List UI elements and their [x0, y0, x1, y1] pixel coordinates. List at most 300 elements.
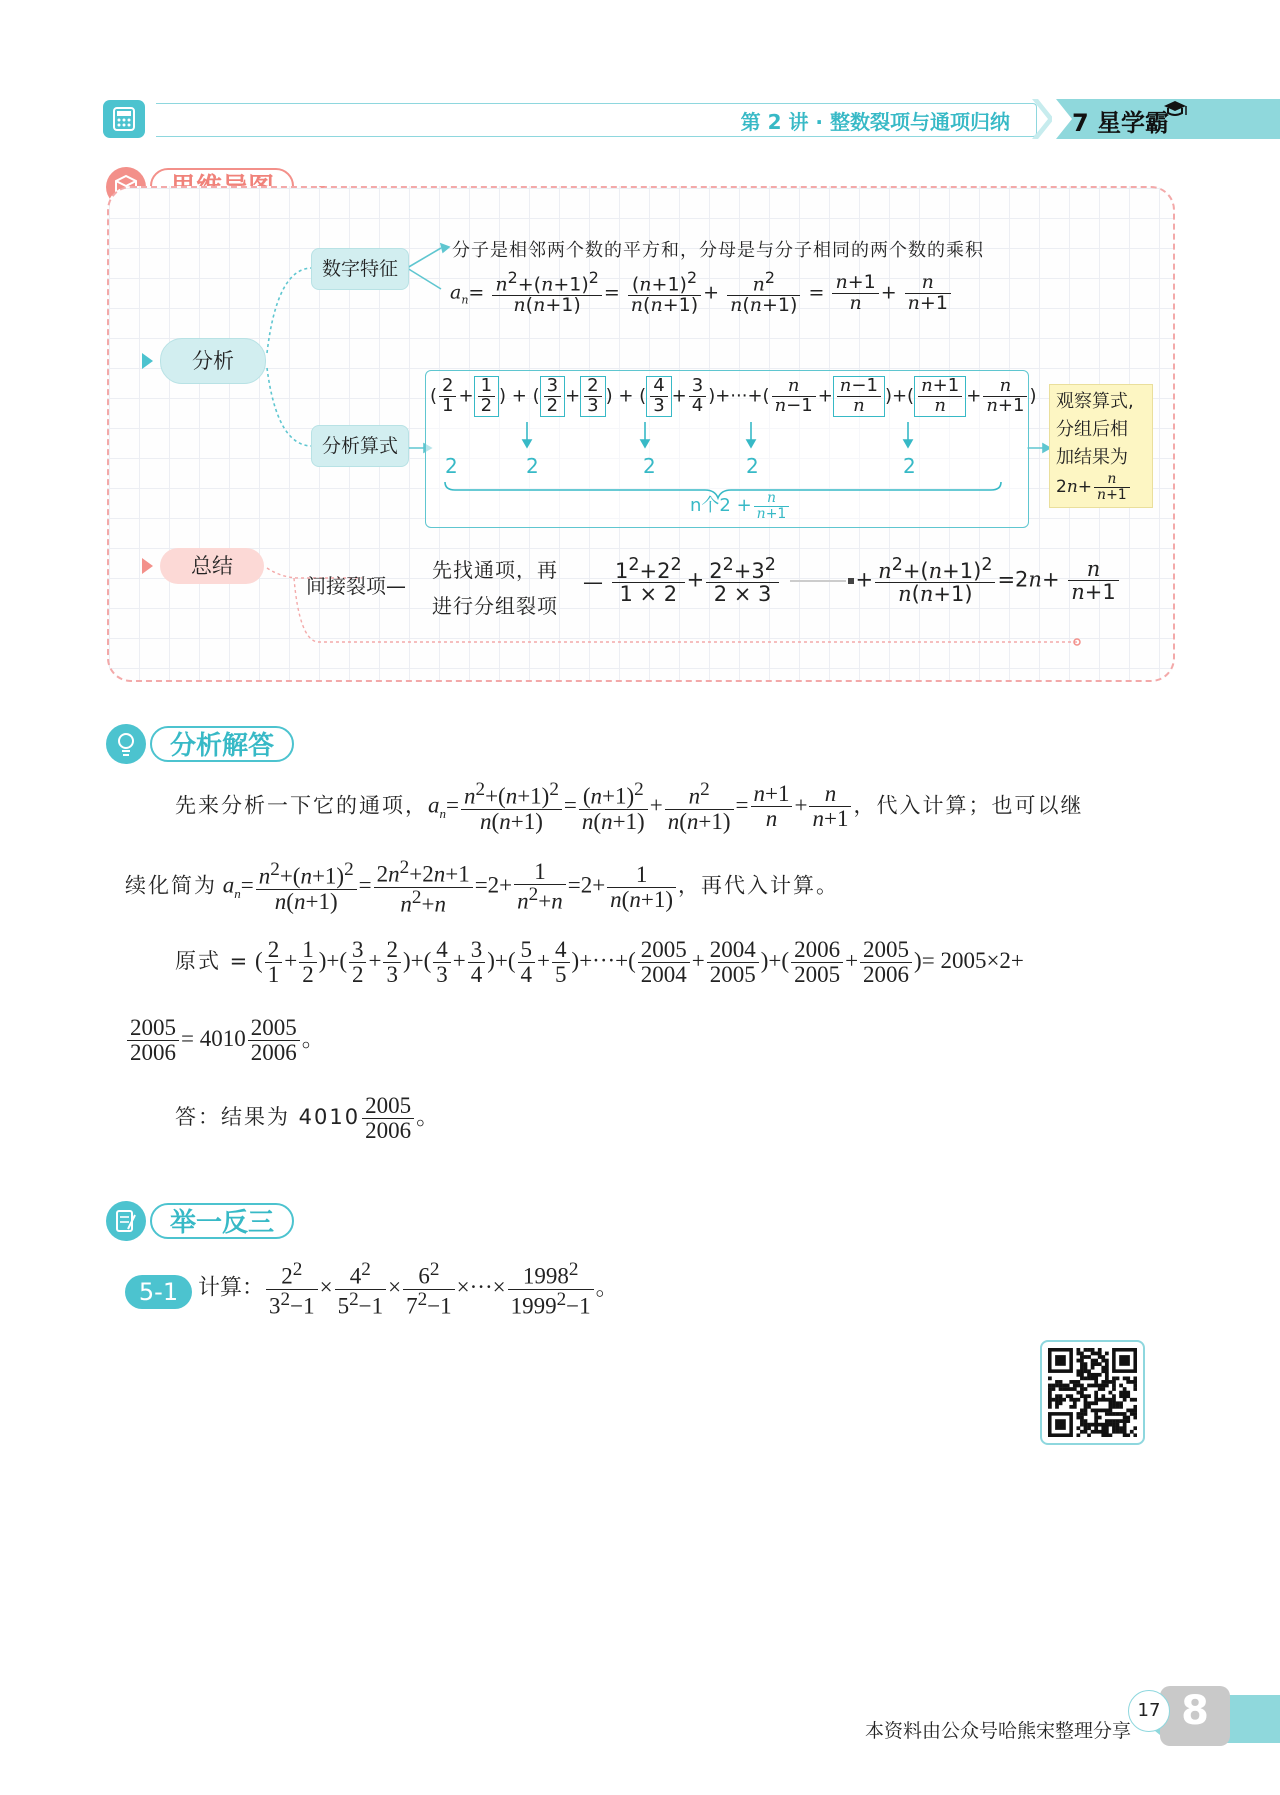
qr-module: [1116, 1412, 1120, 1416]
qr-module: [1098, 1430, 1102, 1434]
qr-module: [1109, 1391, 1113, 1395]
qr-module: [1109, 1398, 1113, 1402]
qr-module: [1084, 1394, 1088, 1398]
qr-module: [1126, 1380, 1130, 1384]
qr-module: [1098, 1387, 1102, 1391]
qr-module: [1084, 1409, 1088, 1413]
qr-module: [1133, 1376, 1137, 1380]
qr-module: [1076, 1384, 1080, 1388]
answer-line: 答：结果为 4010 $\frac{2005}{2006}$ 。: [175, 1093, 440, 1144]
qr-module: [1084, 1376, 1088, 1380]
qr-module: [1048, 1384, 1052, 1388]
qr-module: [1052, 1398, 1056, 1402]
qr-module: [1069, 1405, 1073, 1409]
line4-period: 。: [301, 1025, 325, 1051]
qr-module: [1073, 1380, 1077, 1384]
qr-module: [1123, 1423, 1127, 1427]
qr-module: [1084, 1348, 1088, 1352]
qr-module: [1080, 1373, 1084, 1377]
qr-module: [1087, 1384, 1091, 1388]
two-label-1: 2: [445, 454, 458, 478]
qr-module: [1101, 1366, 1105, 1370]
qr-module: [1080, 1369, 1084, 1373]
qr-module: [1094, 1352, 1098, 1356]
qr-module: [1109, 1409, 1113, 1413]
line2-lead: 续化简为: [125, 873, 217, 898]
problem-lead: 计算：: [198, 1275, 265, 1301]
qr-module: [1133, 1433, 1137, 1437]
qr-module: [1080, 1409, 1084, 1413]
qr-module: [1130, 1412, 1134, 1416]
qr-module: [1105, 1384, 1109, 1388]
qr-module: [1055, 1398, 1059, 1402]
two-label-2: 2: [526, 454, 539, 478]
qr-module: [1101, 1359, 1105, 1363]
summary-dash: —: [583, 570, 603, 594]
qr-module: [1094, 1380, 1098, 1384]
qr-module: [1123, 1412, 1127, 1416]
qr-module: [1076, 1426, 1080, 1430]
observe-line-2: 分组后相: [1056, 419, 1128, 440]
qr-module: [1094, 1409, 1098, 1413]
qr-module: [1098, 1352, 1102, 1356]
qr-module: [1098, 1348, 1102, 1352]
qr-module: [1126, 1394, 1130, 1398]
qr-module: [1101, 1409, 1105, 1413]
qr-module: [1091, 1401, 1095, 1405]
qr-module: [1123, 1416, 1127, 1420]
problem-period: 。: [595, 1274, 619, 1300]
qr-module: [1112, 1423, 1116, 1427]
qr-module: [1055, 1405, 1059, 1409]
summary-lead: 间接裂项—: [306, 574, 406, 598]
qr-module: [1094, 1391, 1098, 1395]
qr-module: [1105, 1352, 1109, 1356]
qr-module: [1084, 1423, 1088, 1427]
qr-module: [1130, 1398, 1134, 1402]
qr-module: [1059, 1401, 1063, 1405]
qr-module: [1091, 1362, 1095, 1366]
node-analysis: 分析: [160, 338, 266, 384]
qr-module: [1091, 1376, 1095, 1380]
graduation-cap-icon: [1162, 98, 1188, 122]
qr-module: [1126, 1391, 1130, 1395]
qr-module: [1101, 1387, 1105, 1391]
qr-module: [1080, 1416, 1084, 1420]
analysis-line-2: 续化简为 $a_n=$ $\frac{n^2+(n+1)^2}{n(n+1)}$ = $\frac{2n^2+2n+1}{n^2+n}$ =2+ $\frac{1}{n^2+n}$ =2+ $\frac{1}{n(n+1)}$ ，再代入计算。: [125, 857, 839, 917]
qr-module: [1098, 1373, 1102, 1377]
qr-module: [1112, 1412, 1116, 1416]
summary-step-1: 先找通项，再: [432, 558, 558, 582]
bullet-triangle-icon: [142, 558, 153, 574]
qr-module: [1091, 1384, 1095, 1388]
qr-module: [1101, 1394, 1105, 1398]
qr-module: [1101, 1423, 1105, 1427]
qr-module: [1087, 1405, 1091, 1409]
qr-module: [1112, 1380, 1116, 1384]
qr-module: [1080, 1359, 1084, 1363]
qr-module: [1087, 1369, 1091, 1373]
page-number: 17: [1128, 1690, 1170, 1732]
qr-module: [1119, 1401, 1123, 1405]
qr-module: [1112, 1394, 1116, 1398]
qr-module: [1084, 1405, 1088, 1409]
qr-module: [1116, 1430, 1120, 1434]
qr-module: [1069, 1380, 1073, 1384]
qr-module: [1126, 1433, 1130, 1437]
qr-module: [1126, 1376, 1130, 1380]
observe-line-3: 加结果为: [1056, 447, 1128, 468]
qr-module: [1112, 1387, 1116, 1391]
qr-module: [1112, 1426, 1116, 1430]
qr-module: [1048, 1394, 1052, 1398]
qr-module: [1048, 1401, 1052, 1405]
qr-module: [1119, 1394, 1123, 1398]
qr-module: [1094, 1384, 1098, 1388]
qr-module: [1119, 1430, 1123, 1434]
qr-module: [1084, 1412, 1088, 1416]
qr-module: [1109, 1433, 1113, 1437]
qr-module: [1076, 1433, 1080, 1437]
qr-module: [1133, 1387, 1137, 1391]
node-summary: 总结: [160, 548, 264, 584]
qr-module: [1133, 1384, 1137, 1388]
qr-module: [1123, 1387, 1127, 1391]
qr-module: [1055, 1401, 1059, 1405]
qr-module: [1062, 1384, 1066, 1388]
qr-module: [1073, 1384, 1077, 1388]
node-digit-feature: 数字特征: [311, 248, 409, 290]
qr-module: [1080, 1362, 1084, 1366]
qr-module: [1055, 1384, 1059, 1388]
qr-module: [1101, 1355, 1105, 1359]
analysis-line-1: 先来分析一下它的通项，$a_n=$ $\frac{n^2+(n+1)^2}{n(n+1)}$ = $\frac{(n+1)^2}{n(n+1)}$ + $\frac{n^2}{n(n+1)}$ = $\frac{n+1}{n}$ + $\frac{n}{n+1}$ ，代入计算；也可以继: [175, 779, 1084, 834]
qr-module: [1073, 1387, 1077, 1391]
line3-tail: = 2005×2+: [921, 947, 1024, 973]
qr-module: [1101, 1430, 1105, 1434]
qr-module: [1101, 1369, 1105, 1373]
analysis-line-3: 原式 = ( $\frac{2}{1}$ + $\frac{1}{2}$ )+( $\frac{3}{2}$ + $\frac{2}{3}$ )+( $\frac{4}{3}$ + $\frac{3}{4}$ )+( $\frac{5}{4}$ + $\frac{4}{5}$ )+···+( $\frac{2005}{2004}$ + $\frac{2004}{2005}$ )+( $\frac{2006}{2005}$ + $\frac{2005}{2006}$ )= 2005×2+: [175, 937, 1024, 988]
observe-result: 2n+ $\frac{n}{n+1}$: [1056, 472, 1146, 502]
problem-number-badge: 5-1: [125, 1275, 192, 1309]
qr-module: [1080, 1352, 1084, 1356]
qr-module: [1126, 1409, 1130, 1413]
qr-module: [1076, 1348, 1080, 1352]
qr-module: [1105, 1409, 1109, 1413]
qr-module: [1109, 1401, 1113, 1405]
qr-module: [1123, 1419, 1127, 1423]
qr-module: [1133, 1409, 1137, 1413]
qr-module: [1112, 1376, 1116, 1380]
observation-note: [1049, 384, 1153, 508]
qr-module: [1059, 1384, 1063, 1388]
qr-module: [1094, 1423, 1098, 1427]
qr-module: [1126, 1416, 1130, 1420]
lightbulb-icon: [106, 724, 146, 764]
qr-module: [1094, 1394, 1098, 1398]
lesson-title: 第 2 讲 · 整数裂项与通项归纳: [740, 110, 1010, 134]
analysis-line-4: $\frac{2005}{2006}$ = 4010 $\frac{2005}{2006}$ 。: [125, 1016, 325, 1065]
qr-module: [1105, 1380, 1109, 1384]
qr-module: [1091, 1352, 1095, 1356]
qr-module: [1094, 1401, 1098, 1405]
qr-module: [1094, 1398, 1098, 1402]
qr-module: [1105, 1426, 1109, 1430]
qr-module: [1116, 1423, 1120, 1427]
qr-module: [1055, 1380, 1059, 1384]
qr-module: [1109, 1380, 1113, 1384]
practice-heading: 举一反三: [150, 1203, 294, 1239]
qr-module: [1066, 1394, 1070, 1398]
qr-module: [1109, 1405, 1113, 1409]
qr-module: [1069, 1394, 1073, 1398]
qr-module: [1116, 1419, 1120, 1423]
qr-module: [1069, 1398, 1073, 1402]
qr-module: [1076, 1352, 1080, 1356]
qr-module: [1101, 1433, 1105, 1437]
qr-module: [1084, 1430, 1088, 1434]
qr-finder: [1055, 1355, 1066, 1366]
qr-finder: [1055, 1419, 1066, 1430]
qr-module: [1105, 1369, 1109, 1373]
qr-module: [1105, 1376, 1109, 1380]
qr-module: [1048, 1398, 1052, 1402]
qr-module: [1080, 1355, 1084, 1359]
observe-line-1: 观察算式,: [1056, 391, 1134, 412]
qr-module: [1112, 1419, 1116, 1423]
qr-module: [1098, 1362, 1102, 1366]
qr-module: [1076, 1412, 1080, 1416]
qr-module: [1098, 1409, 1102, 1413]
qr-module: [1080, 1430, 1084, 1434]
qr-module: [1084, 1362, 1088, 1366]
qr-module: [1084, 1398, 1088, 1402]
two-label-5: 2: [903, 454, 916, 478]
qr-module: [1076, 1380, 1080, 1384]
line1-tail: ，代入计算；也可以继: [853, 793, 1084, 818]
qr-module: [1084, 1401, 1088, 1405]
two-label-3: 2: [643, 454, 656, 478]
qr-module: [1084, 1426, 1088, 1430]
qr-module: [1080, 1387, 1084, 1391]
qr-module: [1080, 1376, 1084, 1380]
two-label-4: 2: [746, 454, 759, 478]
qr-module: [1119, 1405, 1123, 1409]
qr-module: [1087, 1426, 1091, 1430]
qr-module: [1059, 1398, 1063, 1402]
qr-module: [1059, 1380, 1063, 1384]
qr-module: [1126, 1419, 1130, 1423]
qr-module: [1087, 1401, 1091, 1405]
qr-module: [1076, 1391, 1080, 1395]
qr-module: [1080, 1384, 1084, 1388]
qr-module: [1098, 1355, 1102, 1359]
qr-module: [1101, 1384, 1105, 1388]
qr-module: [1076, 1373, 1080, 1377]
qr-module: [1105, 1398, 1109, 1402]
qr-module: [1105, 1419, 1109, 1423]
brace-label: n个2 + $\frac{n}{n+1}$: [690, 491, 791, 521]
general-term-expansion: $a_n=$ $\frac{n^2+(n+1)^2}{n(n+1)}$ = $\frac{(n+1)^2}{n(n+1)}$ + $\frac{n^2}{n(n+1)}$ = $\frac{n+1}{n}$ + $\frac{n}{n+1}$: [450, 270, 953, 316]
qr-module: [1109, 1419, 1113, 1423]
qr-module: [1091, 1430, 1095, 1434]
regrouped-series: ( $\frac{2}{1}$ + $\frac{1}{2}$ ) + ( $\frac{3}{2}$ + $\frac{2}{3}$ ) + ( $\frac{4}{3}$ + $\frac{3}{4}$ )+···+( $\frac{n}{n-1}$ + $\frac{n-1}{n}$ )+( $\frac{n+1}{n}$ + $\frac{n}{n+1}$ ): [430, 375, 1037, 416]
qr-module: [1066, 1387, 1070, 1391]
qr-module: [1112, 1401, 1116, 1405]
qr-module: [1123, 1394, 1127, 1398]
qr-module: [1059, 1387, 1063, 1391]
line1-lead: 先来分析一下它的通项，: [175, 793, 428, 818]
qr-module: [1119, 1426, 1123, 1430]
qr-module: [1091, 1373, 1095, 1377]
summary-formula: $\frac{1^2+2^2}{1 \times 2}$ + $\frac{2^2+3^2}{2 \times 3}$ + $\frac{n^2+(n+1)^2}{n(n+1)}$ =2n+ $\frac{n}{n+1}$: [610, 556, 1121, 605]
qr-module: [1091, 1423, 1095, 1427]
qr-module: [1087, 1355, 1091, 1359]
answer-lead: 答：结果为 4010: [175, 1104, 361, 1129]
node-analysis-formula: 分析算式: [311, 425, 409, 467]
qr-module: [1073, 1401, 1077, 1405]
qr-module: [1094, 1376, 1098, 1380]
qr-module: [1069, 1387, 1073, 1391]
qr-module: [1123, 1433, 1127, 1437]
qr-module: [1112, 1405, 1116, 1409]
qr-module: [1098, 1384, 1102, 1388]
qr-module: [1094, 1430, 1098, 1434]
qr-module: [1098, 1416, 1102, 1420]
qr-module: [1116, 1401, 1120, 1405]
qr-module: [1091, 1359, 1095, 1363]
qr-module: [1084, 1369, 1088, 1373]
qr-module: [1087, 1394, 1091, 1398]
qr-module: [1080, 1366, 1084, 1370]
qr-module: [1105, 1412, 1109, 1416]
qr-module: [1094, 1362, 1098, 1366]
qr-module: [1087, 1433, 1091, 1437]
qr-module: [1123, 1430, 1127, 1434]
qr-module: [1105, 1373, 1109, 1377]
line4-eq: = 4010: [181, 1025, 246, 1051]
answer-period: 。: [416, 1103, 440, 1129]
qr-code[interactable]: [1040, 1340, 1145, 1445]
qr-module: [1119, 1391, 1123, 1395]
qr-module: [1055, 1394, 1059, 1398]
line3-lead: 原式 =: [175, 948, 250, 973]
qr-module: [1133, 1405, 1137, 1409]
qr-module: [1133, 1412, 1137, 1416]
qr-module: [1091, 1366, 1095, 1370]
qr-module: [1123, 1391, 1127, 1395]
qr-module: [1084, 1355, 1088, 1359]
qr-module: [1091, 1348, 1095, 1352]
qr-code-pattern: [1048, 1348, 1137, 1437]
qr-module: [1098, 1398, 1102, 1402]
qr-module: [1105, 1362, 1109, 1366]
qr-module: [1101, 1426, 1105, 1430]
qr-module: [1076, 1416, 1080, 1420]
qr-module: [1105, 1359, 1109, 1363]
qr-module: [1105, 1430, 1109, 1434]
qr-module: [1048, 1387, 1052, 1391]
qr-module: [1052, 1387, 1056, 1391]
qr-module: [1133, 1416, 1137, 1420]
qr-module: [1066, 1384, 1070, 1388]
calculator-icon: [103, 100, 145, 138]
qr-module: [1076, 1359, 1080, 1363]
qr-module: [1073, 1398, 1077, 1402]
brace-label-text: n个2 +: [690, 495, 752, 517]
qr-module: [1048, 1391, 1052, 1395]
qr-module: [1080, 1419, 1084, 1423]
qr-module: [1059, 1394, 1063, 1398]
qr-module: [1076, 1398, 1080, 1402]
qr-module: [1123, 1376, 1127, 1380]
digit-feature-text: 分子是相邻两个数的平方和，分母是与分子相同的两个数的乘积: [452, 240, 984, 261]
qr-module: [1133, 1398, 1137, 1402]
summary-step-2: 进行分组裂项: [432, 594, 558, 618]
qr-module: [1094, 1416, 1098, 1420]
qr-module: [1076, 1369, 1080, 1373]
qr-module: [1116, 1405, 1120, 1409]
qr-module: [1116, 1426, 1120, 1430]
qr-module: [1112, 1398, 1116, 1402]
practice-problem: 计算： $\frac{2^2}{3^2-1}$ × $\frac{4^2}{5^2-1}$ × $\frac{6^2}{7^2-1}$ ×···× $\frac{1998^2}{1999^2-1}$ 。: [198, 1259, 619, 1319]
qr-module: [1094, 1373, 1098, 1377]
qr-module: [1119, 1419, 1123, 1423]
qr-module: [1119, 1384, 1123, 1388]
qr-module: [1094, 1426, 1098, 1430]
qr-module: [1084, 1387, 1088, 1391]
qr-module: [1094, 1359, 1098, 1363]
footer-big-digit: 8: [1181, 1688, 1209, 1734]
qr-module: [1048, 1405, 1052, 1409]
qr-module: [1080, 1412, 1084, 1416]
qr-module: [1080, 1394, 1084, 1398]
qr-module: [1087, 1348, 1091, 1352]
qr-module: [1098, 1423, 1102, 1427]
qr-module: [1087, 1423, 1091, 1427]
qr-module: [1052, 1384, 1056, 1388]
qr-module: [1130, 1380, 1134, 1384]
share-note: 本资料由公众号哈熊宋整理分享: [865, 1721, 1132, 1742]
qr-module: [1130, 1430, 1134, 1434]
qr-module: [1080, 1423, 1084, 1427]
qr-module: [1048, 1376, 1052, 1380]
qr-module: [1084, 1366, 1088, 1370]
qr-module: [1112, 1430, 1116, 1434]
qr-module: [1080, 1391, 1084, 1395]
qr-module: [1101, 1398, 1105, 1402]
qr-module: [1062, 1387, 1066, 1391]
qr-module: [1105, 1366, 1109, 1370]
qr-module: [1087, 1376, 1091, 1380]
qr-module: [1123, 1426, 1127, 1430]
qr-module: [1084, 1419, 1088, 1423]
qr-module: [1112, 1384, 1116, 1388]
qr-module: [1094, 1419, 1098, 1423]
qr-finder: [1119, 1355, 1130, 1366]
qr-module: [1119, 1412, 1123, 1416]
qr-module: [1087, 1373, 1091, 1377]
qr-module: [1130, 1409, 1134, 1413]
analysis-heading: 分析解答: [150, 726, 294, 762]
qr-module: [1123, 1398, 1127, 1402]
qr-module: [1116, 1376, 1120, 1380]
qr-module: [1133, 1426, 1137, 1430]
qr-module: [1101, 1380, 1105, 1384]
qr-module: [1109, 1412, 1113, 1416]
qr-module: [1073, 1405, 1077, 1409]
qr-module: [1105, 1433, 1109, 1437]
